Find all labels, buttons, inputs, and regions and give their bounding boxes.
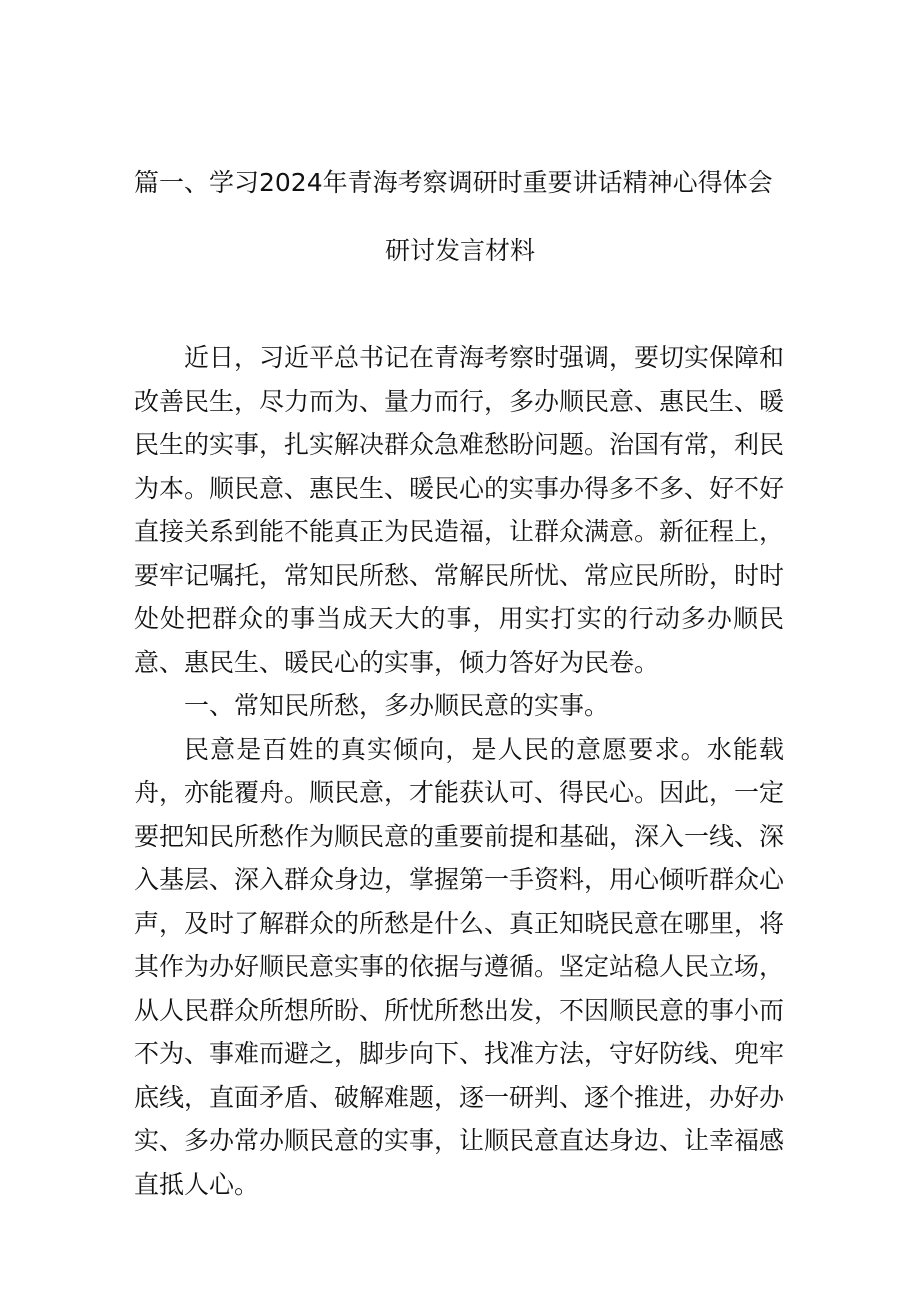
paragraph-intro: 近日，习近平总书记在青海考察时强调，要切实保障和改善民生，尽力而为、量力而行，多办顺民意、惠民生、暖民生的实事，扎实解决群众急难愁盼问题。治国有常，利民为本。顺民意、惠民生、暖民心的实事办得多不多、好不好直接关系到能不能真正为民造福，让群众满意。新征程上，要牢记嘱托，常知民所愁、常解民所忧、常应民所盼，时时处处把群众的事当成天大的事，用实打实的行动多办顺民意、惠民生、暖民心的实事，倾力答好为民卷。 — [134, 343, 785, 677]
document-title-line-1: 篇一、学习2024年青海考察调研时重要讲话精神心得体会 — [134, 168, 773, 197]
document-title-line-2: 研讨发言材料 — [384, 236, 535, 265]
document-body — [134, 336, 784, 1206]
section-heading-1: 一、常知民所愁，多办顺民意的实事。 — [184, 691, 610, 720]
paragraph-section-1: 民意是百姓的真实倾向，是人民的意愿要求。水能载舟，亦能覆舟。顺民意，才能获认可、得民心。因此，一定要把知民所愁作为顺民意的重要前提和基础，深入一线、深入基层、深入群众身边，掌握第一手资料，用心倾听群众心声，及时了解群众的所愁是什么、真正知晓民意在哪里，将其作为办好顺民意实事的依据与遵循。坚定站稳人民立场，从人民群众所想所盼、所忧所愁出发，不因顺民意的事小而不为、事难而避之，脚步向下、找准方法，守好防线、兜牢底线，直面矛盾、破解难题，逐一研判、逐个推进，办好办实、多办常办顺民意的实事，让顺民意直达身边、让幸福感直抵人心。 — [134, 734, 785, 1199]
